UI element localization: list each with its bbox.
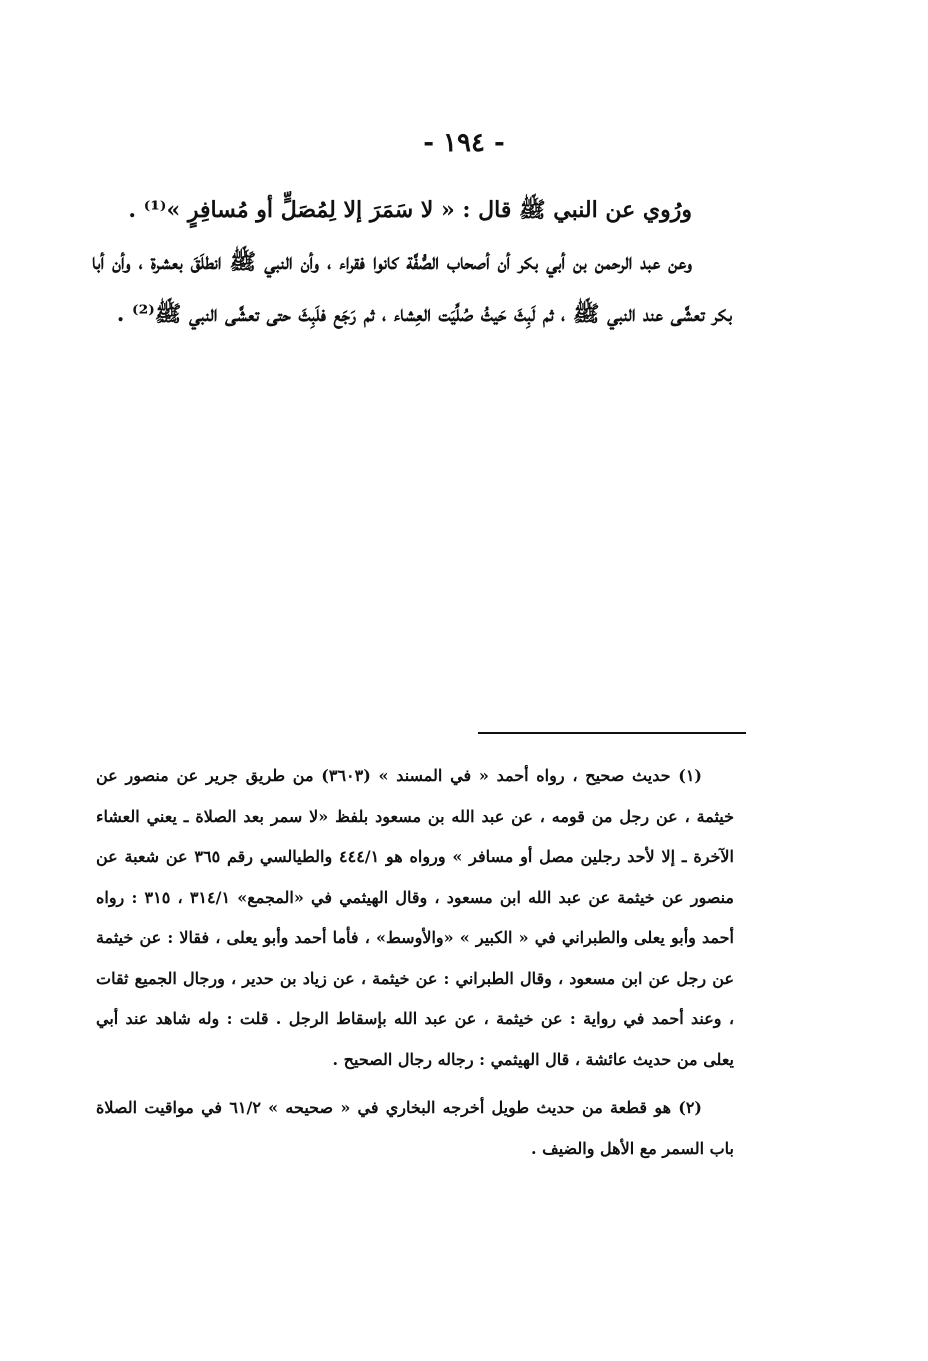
main-paragraph-1: ورُوي عن النبي ﷺ قال : « لا سَمَرَ إلا لِمُصَلٍّ أو مُسافِرٍ »⁽¹⁾ . bbox=[128, 197, 692, 223]
main-paragraph-2: وعن عبد الرحمن بن أبي بكر أن أصحاب الصُّفَّة كانوا فقراء ، وأن النبي ﷺ انطلَقَ بعشرة ، وأن أبا بكر تعشَّى عند النبي ﷺ ، ثم لَبِثَ حَيثُ صُلِّيَت العِشاء ، ثم رَجَع فلَبِثَ حتى تعشَّى النبي ﷺ⁽²⁾ . bbox=[92, 249, 732, 327]
footnote-separator bbox=[478, 732, 746, 734]
footnotes bbox=[96, 756, 734, 1169]
page-number: - ١٩٤ - bbox=[423, 128, 505, 158]
main-text bbox=[92, 184, 732, 340]
footnote-1: (١) حديث صحيح ، رواه أحمد « في المسند » (٣٦٠٣) من طريق جرير عن منصور عن خيثمة ، عن رجل من قومه ، عن عبد الله بن مسعود بلفظ «لا سمر بعد الصلاة ـ يعني العشاء الآخرة ـ إلا لأحد رجلين مصل أو مسافر » ورواه هو ٤٤٤/١ والطيالسي رقم ٣٦٥ عن شعبة عن منصور عن خيثمة عن عبد الله ابن مسعود ، وقال الهيثمي في «المجمع» ٣١٤/١ ، ٣١٥ : رواه أحمد وأبو يعلى والطبراني في « الكبير » «والأوسط» ، فأما أحمد وأبو يعلى ، فقالا : عن خيثمة عن رجل عن ابن مسعود ، وقال الطبراني : عن خيثمة ، عن زياد بن حدير ، ورجال الجميع ثقات ، وعند أحمد في رواية : عن خيثمة ، عن عبد الله بإسقاط الرجل . قلت : وله شاهد عند أبي يعلى من حديث عائشة ، قال الهيثمي : رجاله رجال الصحيح . bbox=[96, 766, 734, 1069]
footnote-2: (٢) هو قطعة من حديث طويل أخرجه البخاري في « صحيحه » ٦١/٢ في مواقيت الصلاة باب السمر مع الأهل والضيف . bbox=[96, 1098, 734, 1158]
